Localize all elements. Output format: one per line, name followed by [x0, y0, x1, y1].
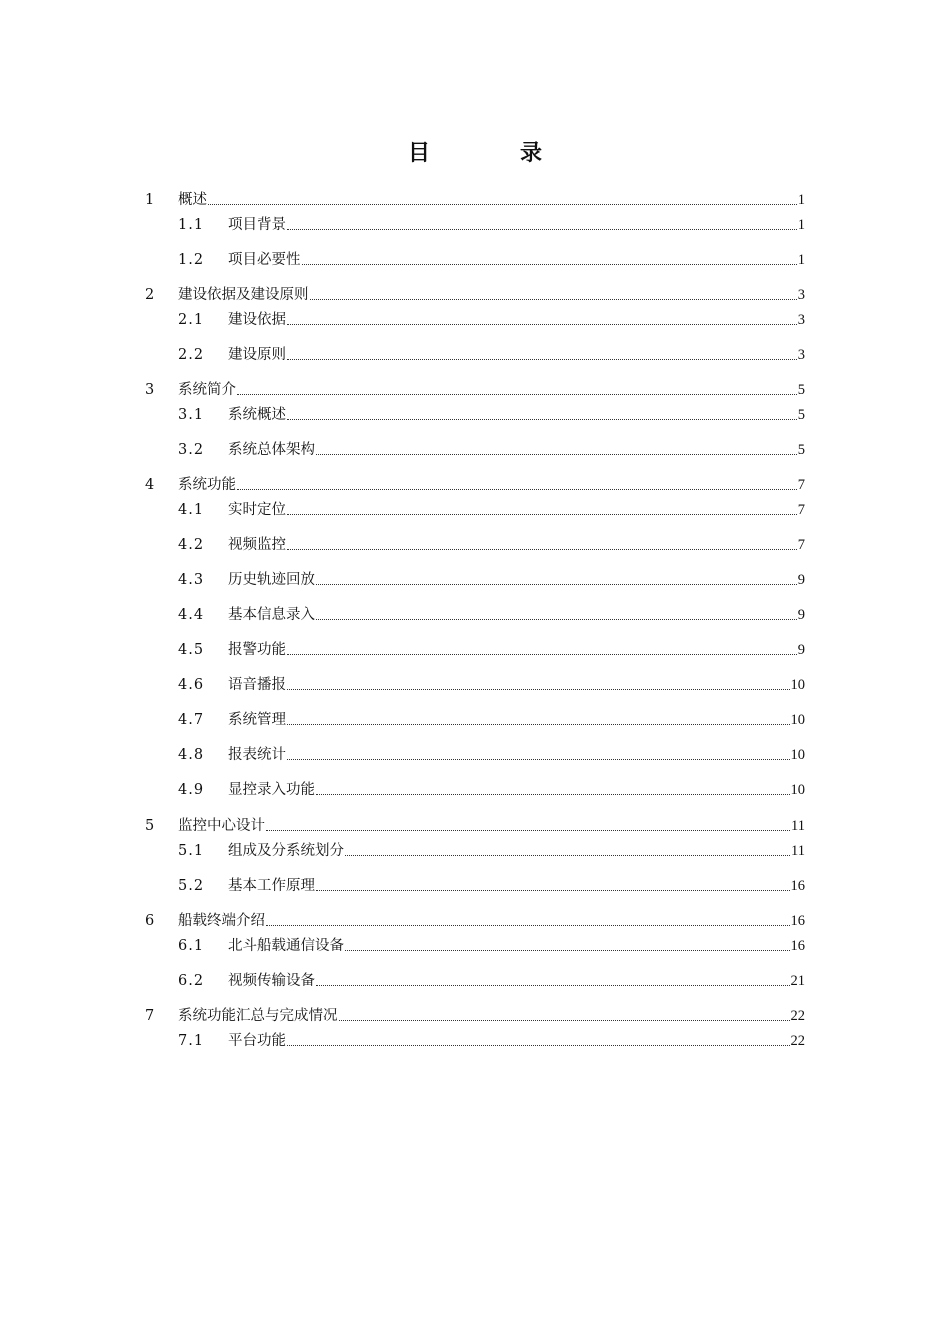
toc-entry-number: 1.1 — [178, 217, 205, 233]
toc-entry-label: 报表统计 — [228, 747, 286, 763]
toc-entry-number: 4 — [145, 477, 155, 493]
toc-entry-label: 系统概述 — [228, 407, 286, 423]
toc-entry-number: 4.5 — [178, 642, 205, 658]
toc-entry-label: 项目必要性 — [228, 252, 301, 268]
toc-entry-label: 系统功能 — [178, 477, 236, 493]
toc-entry-page-number: 16 — [790, 938, 805, 954]
toc-entry[interactable] — [178, 405, 805, 425]
toc-entry-page-number: 9 — [797, 572, 805, 588]
toc-entry-page-number: 1 — [797, 217, 805, 233]
toc-entry-label: 显控录入功能 — [228, 782, 315, 798]
toc-entry-page-number: 11 — [791, 843, 805, 859]
toc-title: 目 录 — [407, 140, 576, 166]
toc-entry-label: 船载终端介绍 — [178, 913, 265, 929]
toc-dot-leader — [316, 584, 797, 585]
toc-entry-number: 6 — [145, 913, 155, 929]
toc-entry[interactable] — [145, 475, 805, 495]
toc-dot-leader — [287, 654, 797, 655]
toc-entry-label: 报警功能 — [228, 642, 286, 658]
toc-entry[interactable] — [178, 971, 805, 991]
toc-entry-number: 4.3 — [178, 572, 205, 588]
toc-entry[interactable] — [178, 500, 805, 520]
toc-entry-label: 实时定位 — [228, 502, 286, 518]
toc-dot-leader — [237, 489, 797, 490]
toc-entry-number: 5.1 — [178, 843, 205, 859]
toc-dot-leader — [237, 394, 797, 395]
toc-entry-page-number: 10 — [790, 712, 805, 728]
toc-entry-number: 4.8 — [178, 747, 205, 763]
toc-entry[interactable] — [145, 285, 805, 305]
toc-entry-number: 3.1 — [178, 407, 205, 423]
toc-entry-number: 1.2 — [178, 252, 205, 268]
toc-entry[interactable] — [145, 380, 805, 400]
toc-entry-label: 建设原则 — [228, 347, 286, 363]
toc-entry[interactable] — [178, 215, 805, 235]
toc-entry-label: 北斗船载通信设备 — [228, 938, 344, 954]
toc-dot-leader — [287, 359, 797, 360]
toc-entry-number: 1 — [145, 192, 155, 208]
toc-entry[interactable] — [178, 1031, 805, 1051]
toc-entry[interactable] — [178, 570, 805, 590]
toc-entry-label: 视频传输设备 — [228, 973, 315, 989]
toc-dot-leader — [208, 204, 797, 205]
toc-dot-leader — [316, 985, 790, 986]
toc-entry[interactable] — [178, 710, 805, 730]
toc-entry-label: 基本信息录入 — [228, 607, 315, 623]
toc-entry-label: 概述 — [178, 192, 207, 208]
toc-entry[interactable] — [145, 816, 805, 836]
toc-entry-label: 系统总体架构 — [228, 442, 315, 458]
toc-entry-page-number: 9 — [797, 607, 805, 623]
toc-entry[interactable] — [178, 841, 805, 861]
toc-dot-leader — [287, 759, 790, 760]
toc-entry[interactable] — [178, 250, 805, 270]
toc-dot-leader — [287, 419, 797, 420]
toc-entry-page-number: 3 — [797, 347, 805, 363]
toc-dot-leader — [316, 454, 797, 455]
toc-entry-label: 系统简介 — [178, 382, 236, 398]
toc-entry-number: 2 — [145, 287, 155, 303]
toc-entry-page-number: 7 — [797, 477, 805, 493]
toc-entry-page-number: 7 — [797, 502, 805, 518]
toc-dot-leader — [310, 299, 797, 300]
toc-dot-leader — [316, 890, 790, 891]
toc-entry-page-number: 11 — [791, 818, 805, 834]
toc-entry-page-number: 3 — [797, 312, 805, 328]
toc-entry-number: 3.2 — [178, 442, 205, 458]
toc-dot-leader — [287, 229, 797, 230]
toc-entry-page-number: 10 — [790, 677, 805, 693]
toc-entry-number: 2.2 — [178, 347, 205, 363]
toc-entry-number: 7 — [145, 1008, 155, 1024]
toc-entry-label: 基本工作原理 — [228, 878, 315, 894]
toc-entry[interactable] — [178, 310, 805, 330]
toc-entry-page-number: 16 — [790, 913, 805, 929]
toc-entry[interactable] — [178, 876, 805, 896]
toc-entry-page-number: 1 — [797, 192, 805, 208]
toc-entry-label: 项目背景 — [228, 217, 286, 233]
toc-entry-page-number: 10 — [790, 747, 805, 763]
toc-entry-page-number: 3 — [797, 287, 805, 303]
toc-entry-number: 5.2 — [178, 878, 205, 894]
toc-entry-number: 4.6 — [178, 677, 205, 693]
toc-entry[interactable] — [178, 345, 805, 365]
toc-entry-page-number: 9 — [797, 642, 805, 658]
toc-entry[interactable] — [178, 640, 805, 660]
toc-entry-number: 4.7 — [178, 712, 205, 728]
toc-entry-page-number: 5 — [797, 407, 805, 423]
toc-entry-label: 组成及分系统划分 — [228, 843, 344, 859]
toc-dot-leader — [287, 689, 790, 690]
toc-entry-label: 系统管理 — [228, 712, 286, 728]
toc-entry[interactable] — [145, 190, 805, 210]
toc-entry[interactable] — [178, 745, 805, 765]
toc-dot-leader — [302, 264, 797, 265]
toc-entry-number: 6.1 — [178, 938, 205, 954]
toc-entry-page-number: 22 — [790, 1008, 805, 1024]
toc-entry[interactable] — [178, 675, 805, 695]
toc-dot-leader — [287, 324, 797, 325]
toc-dot-leader — [287, 724, 790, 725]
toc-entry-label: 建设依据 — [228, 312, 286, 328]
toc-entry-number: 7.1 — [178, 1033, 205, 1049]
toc-entry-page-number: 5 — [797, 442, 805, 458]
toc-entry-label: 监控中心设计 — [178, 818, 265, 834]
toc-dot-leader — [339, 1020, 790, 1021]
toc-dot-leader — [287, 1045, 790, 1046]
toc-dot-leader — [345, 855, 790, 856]
toc-entry[interactable] — [178, 780, 805, 800]
toc-entry[interactable] — [178, 440, 805, 460]
toc-entry-page-number: 10 — [790, 782, 805, 798]
toc-entry-number: 4.1 — [178, 502, 205, 518]
toc-dot-leader — [266, 925, 790, 926]
toc-entry[interactable] — [178, 535, 805, 555]
toc-entry-number: 4.9 — [178, 782, 205, 798]
toc-dot-leader — [316, 794, 790, 795]
toc-entry-page-number: 7 — [797, 537, 805, 553]
toc-entry-page-number: 16 — [790, 878, 805, 894]
toc-entry-label: 语音播报 — [228, 677, 286, 693]
toc-entry-number: 3 — [145, 382, 155, 398]
toc-entry-number: 4.4 — [178, 607, 205, 623]
toc-dot-leader — [287, 514, 797, 515]
toc-entry[interactable] — [178, 936, 805, 956]
toc-entry-number: 6.2 — [178, 973, 205, 989]
toc-entry-label: 历史轨迹回放 — [228, 572, 315, 588]
toc-dot-leader — [316, 619, 797, 620]
toc-entry-label: 视频监控 — [228, 537, 286, 553]
toc-entry-page-number: 22 — [790, 1033, 805, 1049]
toc-entry-number: 2.1 — [178, 312, 205, 328]
toc-entry-number: 5 — [145, 818, 155, 834]
toc-entry[interactable] — [145, 1006, 805, 1026]
toc-entry-page-number: 1 — [797, 252, 805, 268]
toc-dot-leader — [266, 830, 790, 831]
toc-entry-page-number: 5 — [797, 382, 805, 398]
toc-entry[interactable] — [145, 911, 805, 931]
toc-entry-label: 平台功能 — [228, 1033, 286, 1049]
toc-entry-number: 4.2 — [178, 537, 205, 553]
toc-entry-page-number: 21 — [790, 973, 805, 989]
toc-entry-label: 建设依据及建设原则 — [178, 287, 309, 303]
toc-entry[interactable] — [178, 605, 805, 625]
toc-dot-leader — [345, 950, 790, 951]
toc-entry-label: 系统功能汇总与完成情况 — [178, 1008, 338, 1024]
toc-dot-leader — [287, 549, 797, 550]
